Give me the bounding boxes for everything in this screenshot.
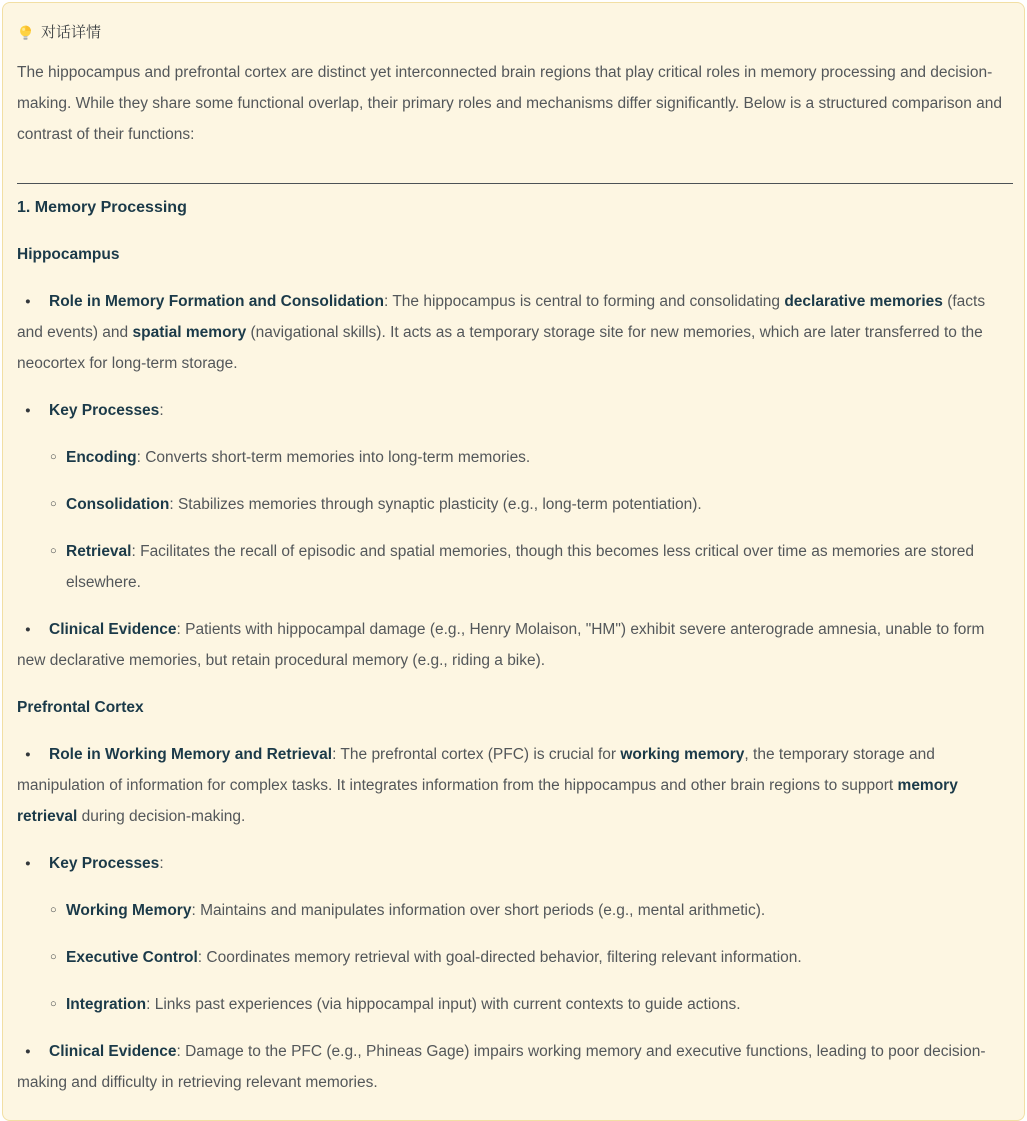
sub-list-item-text bbox=[66, 902, 765, 919]
text-run: : Maintains and manipulates information over short periods (e.g., mental arithmetic). bbox=[191, 902, 766, 919]
list-item-text bbox=[17, 855, 164, 872]
text-run: : Converts short-term memories into long-term memories. bbox=[136, 449, 531, 466]
bold-text-run: Key Processes bbox=[49, 855, 160, 872]
bold-text-run: Retrieval bbox=[66, 543, 132, 560]
sub-list-item-text bbox=[66, 996, 741, 1013]
list-item-text bbox=[17, 746, 958, 825]
text-run: , the temporary storage and manipulation of information for complex tasks. It integrates information from the hippocampus and other brain regions to support bbox=[17, 746, 935, 794]
text-run: : The prefrontal cortex (PFC) is crucial for bbox=[332, 746, 621, 763]
panel-title bbox=[18, 23, 1009, 43]
sub-list-item-text bbox=[66, 949, 802, 966]
sub-list-item-text bbox=[66, 449, 530, 466]
bold-text-run: Executive Control bbox=[66, 949, 198, 966]
prefrontal-cortex-list bbox=[17, 739, 1009, 1098]
subsection-heading-hippocampus: Hippocampus bbox=[17, 246, 120, 263]
conversation-detail-panel bbox=[2, 2, 1025, 1121]
list-item-text bbox=[17, 293, 985, 372]
list-item-role-working-memory bbox=[17, 739, 1009, 832]
text-run: during decision-making. bbox=[77, 808, 246, 825]
sub-list-item-encoding bbox=[66, 442, 1009, 473]
intro-paragraph: The hippocampus and prefrontal cortex are distinct yet interconnected brain regions that play critical roles in memory processing and decision-making. While they share some functional overlap, their primary roles and mechanisms differ significantly. Below is a structured comparison and contrast of their functions: bbox=[17, 64, 1002, 143]
panel-title-text: 对话详情 bbox=[41, 24, 102, 41]
bold-text-run: Clinical Evidence bbox=[49, 1043, 177, 1060]
text-run: : Facilitates the recall of episodic and spatial memories, though this becomes less critical over time as memories are stored elsewhere. bbox=[66, 543, 975, 591]
sub-list-item-retrieval bbox=[66, 536, 1009, 598]
text-run: : Stabilizes memories through synaptic plasticity (e.g., long-term potentiation). bbox=[169, 496, 702, 513]
bold-text-run: Working Memory bbox=[66, 902, 192, 919]
lightbulb-icon bbox=[18, 25, 33, 41]
hippocampus-list bbox=[17, 286, 1009, 676]
bold-text-run: declarative memories bbox=[784, 293, 943, 310]
sub-list-item-integration bbox=[66, 989, 1009, 1020]
bold-text-run: Role in Working Memory and Retrieval bbox=[49, 746, 333, 763]
section-divider bbox=[17, 183, 1013, 184]
list-item-clinical-evidence bbox=[17, 1036, 1009, 1098]
bold-text-run: memory retrieval bbox=[17, 777, 958, 825]
bold-text-run: Integration bbox=[66, 996, 147, 1013]
bold-text-run: Clinical Evidence bbox=[49, 621, 177, 638]
list-item-text bbox=[17, 402, 164, 419]
sub-list-item-executive-control bbox=[66, 942, 1009, 973]
subsection-heading-prefrontal-cortex: Prefrontal Cortex bbox=[17, 699, 144, 716]
bold-text-run: Consolidation bbox=[66, 496, 170, 513]
sub-list-item-text bbox=[66, 496, 702, 513]
bold-text-run: spatial memory bbox=[132, 324, 247, 341]
bold-text-run: Role in Memory Formation and Consolidation bbox=[49, 293, 384, 310]
bold-text-run: Key Processes bbox=[49, 402, 160, 419]
sub-list-item-text bbox=[66, 543, 974, 591]
text-run: : bbox=[159, 855, 164, 872]
text-run: : bbox=[159, 402, 164, 419]
sub-list-item-working-memory bbox=[66, 895, 1009, 926]
text-run: : Coordinates memory retrieval with goal-directed behavior, filtering relevant information. bbox=[197, 949, 802, 966]
bold-text-run: Encoding bbox=[66, 449, 137, 466]
list-item-clinical-evidence bbox=[17, 614, 1009, 676]
text-run: : Damage to the PFC (e.g., Phineas Gage) impairs working memory and executive functions, leading to poor decision-making and difficulty in retrieving relevant memories. bbox=[17, 1043, 986, 1091]
section-heading-memory-processing: 1. Memory Processing bbox=[17, 199, 187, 216]
list-item-key-processes bbox=[17, 395, 1009, 598]
text-run: : Patients with hippocampal damage (e.g., Henry Molaison, "HM") exhibit severe anterograde amnesia, unable to form new declarative memories, but retain procedural memory (e.g., riding a bike). bbox=[17, 621, 985, 669]
text-run: (facts and events) and bbox=[17, 293, 986, 341]
pfc-key-processes-sublist bbox=[66, 895, 1009, 1020]
text-run: (navigational skills). It acts as a temporary storage site for new memories, which are later transferred to the neocortex for long-term storage. bbox=[17, 324, 983, 372]
hippocampus-key-processes-sublist bbox=[66, 442, 1009, 598]
list-item-key-processes bbox=[17, 848, 1009, 1020]
bold-text-run: working memory bbox=[620, 746, 745, 763]
text-run: : The hippocampus is central to forming and consolidating bbox=[383, 293, 785, 310]
sub-list-item-consolidation bbox=[66, 489, 1009, 520]
text-run: : Links past experiences (via hippocampal input) with current contexts to guide actions. bbox=[146, 996, 741, 1013]
list-item-text bbox=[17, 1043, 985, 1091]
list-item-text bbox=[17, 621, 984, 669]
list-item-role-memory-formation bbox=[17, 286, 1009, 379]
